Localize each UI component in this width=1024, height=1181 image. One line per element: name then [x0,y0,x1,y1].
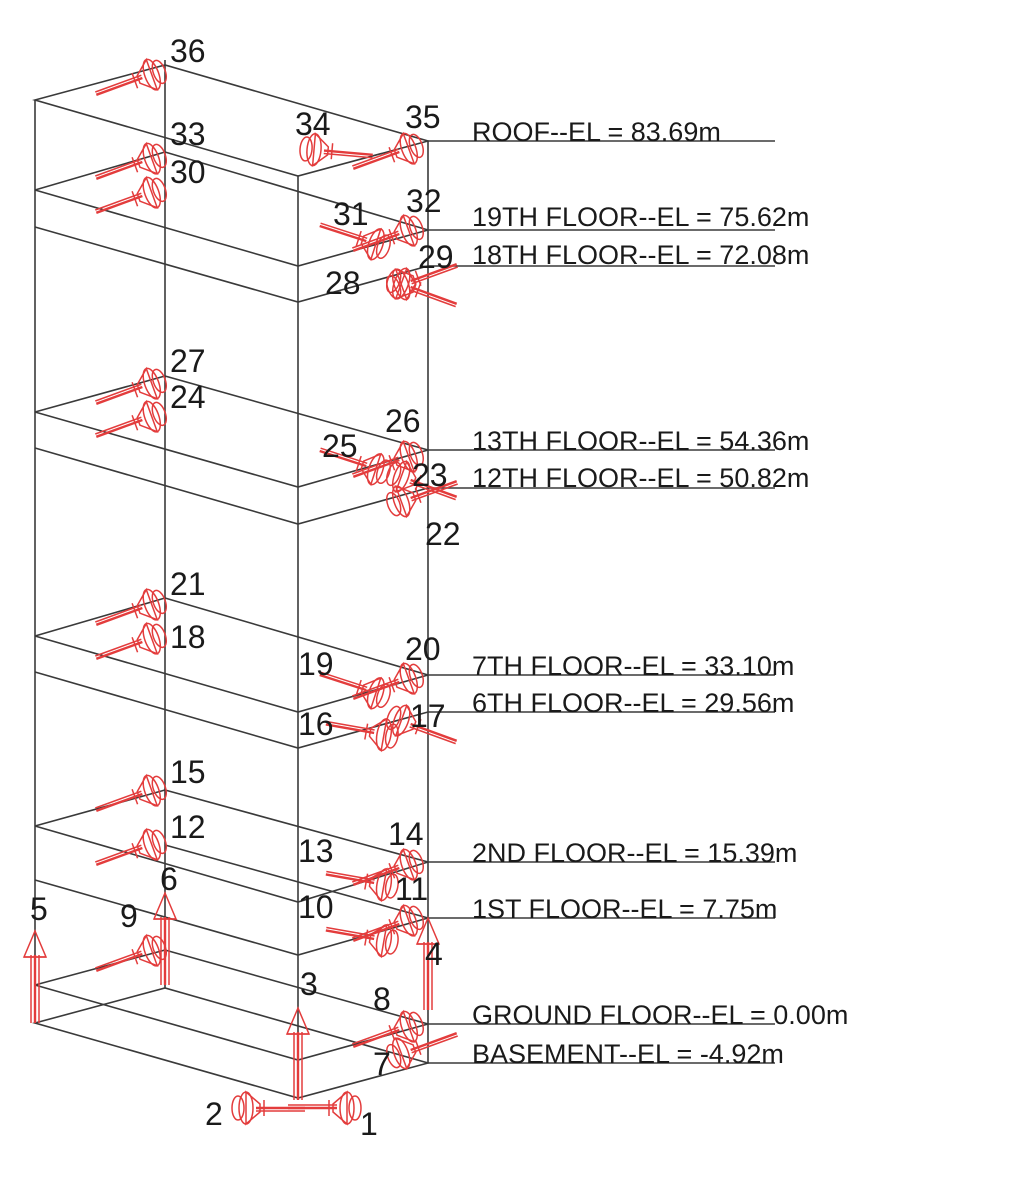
sensor-label-7: 7 [373,1046,391,1082]
sensor-13-icon [323,859,400,903]
level-label-f1: 1ST FLOOR--EL = 7.75m [472,894,778,924]
slab-13-front [35,412,428,487]
sensor-label-16: 16 [298,706,334,742]
elevation-leaders [428,141,778,1063]
sensor-9-icon [91,931,171,986]
sensor-27-icon [91,364,171,419]
level-label-f2: 2ND FLOOR--EL = 15.39m [472,838,798,868]
sensor-30-icon [91,173,171,228]
level-label-f12: 12TH FLOOR--EL = 50.82m [472,463,810,493]
sensor-label-23: 23 [412,457,448,493]
sensor-label-28: 28 [325,265,361,301]
slab-7-left [35,598,165,636]
sensor-label-2: 2 [205,1096,223,1132]
level-label-f18: 18TH FLOOR--EL = 72.08m [472,240,810,270]
level-label-f13: 13TH FLOOR--EL = 54.36m [472,426,810,456]
level-label-roof: ROOF--EL = 83.69m [472,117,721,147]
sensor-label-35: 35 [405,99,441,135]
sensor-label-29: 29 [418,239,454,275]
level-label-f6: 6TH FLOOR--EL = 29.56m [472,688,795,718]
slab-18-front [35,227,428,302]
sensor-12-icon [91,825,171,880]
sensor-label-12: 12 [170,809,206,845]
slab-19-left [35,152,165,190]
sensor-label-3: 3 [300,966,318,1002]
sensor-label-24: 24 [170,379,206,415]
slab-basement [35,988,428,1098]
sensor-label-15: 15 [170,754,206,790]
sensor-label-17: 17 [410,698,446,734]
sensor-label-33: 33 [170,116,206,152]
level-label-ground: GROUND FLOOR--EL = 0.00m [472,1000,849,1030]
sensor-18-icon [91,619,171,674]
sensor-11-icon [348,901,428,956]
sensor-label-19: 19 [298,646,334,682]
sensor-15-icon [91,771,171,826]
sensor-label-18: 18 [170,619,206,655]
sensor-label-5: 5 [30,891,48,927]
sensor-symbols [24,55,462,1124]
sensor-label-25: 25 [322,428,358,464]
sensor-label-13: 13 [298,833,334,869]
sensor-label-14: 14 [388,816,424,852]
sensor-10-icon [323,915,400,959]
sensor-label-21: 21 [170,566,206,602]
sensor-21-icon [91,585,171,640]
sensor-label-10: 10 [298,889,334,925]
sensor-label-31: 31 [333,196,369,232]
sensor-label-22: 22 [425,516,461,552]
sensor-label-26: 26 [385,403,421,439]
sensor-label-32: 32 [406,183,442,219]
sensor-label-20: 20 [405,631,441,667]
sensor-label-11: 11 [395,871,429,907]
slab-ground-front [35,985,428,1060]
slab-7-front [35,636,428,712]
sensor-label-30: 30 [170,154,206,190]
sensor-label-4: 4 [425,936,443,972]
sensor-label-1: 1 [360,1106,378,1142]
sensor-labels [30,33,461,1142]
sensor-33-icon [91,139,171,194]
sensor-24-icon [91,397,171,452]
level-label-base: BASEMENT--EL = -4.92m [472,1039,784,1069]
sensor-label-36: 36 [170,33,206,69]
slab-1-back [165,845,428,918]
level-label-f19: 19TH FLOOR--EL = 75.62m [472,202,810,232]
sensor-label-9: 9 [120,898,138,934]
sensor-label-6: 6 [160,861,178,897]
elevation-labels [472,117,848,1069]
sensor-label-27: 27 [170,343,206,379]
slab-19-front [35,190,428,266]
sensor-label-34: 34 [295,106,331,142]
level-label-f7: 7TH FLOOR--EL = 33.10m [472,651,795,681]
sensor-label-8: 8 [373,981,391,1017]
slab-1-front [35,880,428,955]
